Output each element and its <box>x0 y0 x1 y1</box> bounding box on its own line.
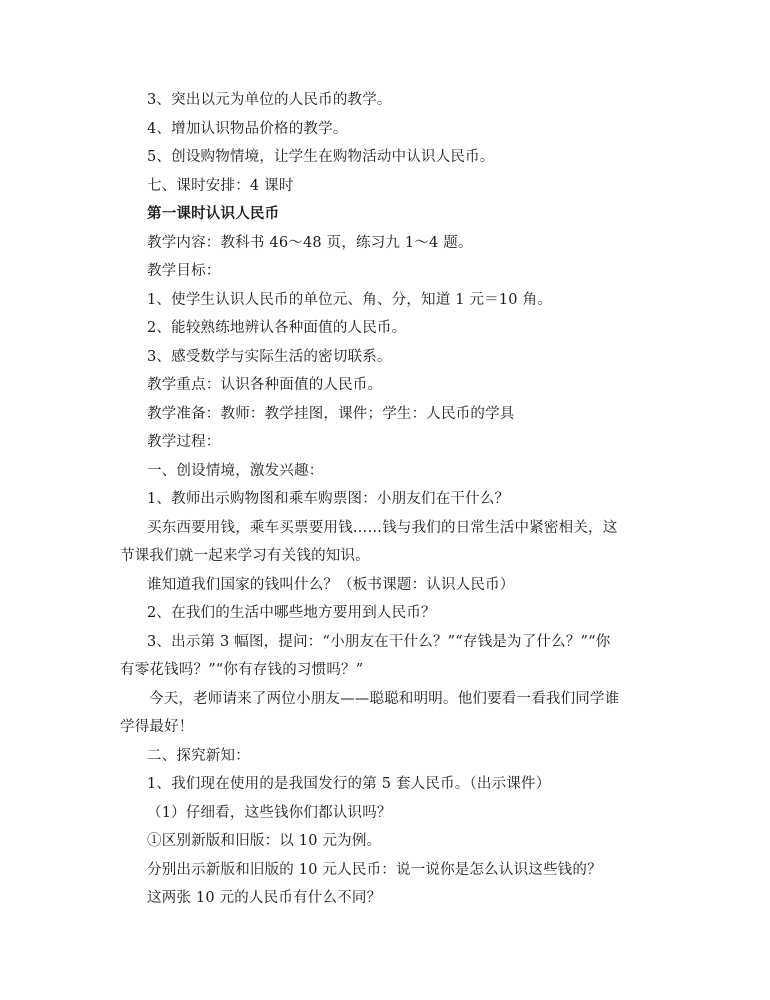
paragraph-line: 教学重点：认识各种面值的人民币。 <box>147 377 383 393</box>
paragraph-line: 教学过程： <box>147 434 221 450</box>
document-body <box>120 86 660 913</box>
paragraph-line: 4、增加认识物品价格的教学。 <box>147 120 348 137</box>
paragraph-line: 1、使学生认识人民币的单位元、角、分，知道 1 元＝10 角。 <box>147 291 552 308</box>
paragraph-line: 5、创设购物情境，让学生在购物活动中认识人民币。 <box>147 149 495 165</box>
paragraph-line: 今天，老师请来了两位小朋友——聪聪和明明。他们要看一看我们同学谁 <box>149 690 620 707</box>
paragraph-line: 这两张 10 元的人民币有什么不同？ <box>147 890 382 906</box>
paragraph-line: 2、能较熟练地辨认各种面值的人民币。 <box>147 320 407 336</box>
paragraph-line: 谁知道我们国家的钱叫什么？（板书课题：认识人民币） <box>147 576 515 593</box>
paragraph-line: 教学准备：教师：教学挂图，课件；学生：人民币的学具 <box>147 405 515 422</box>
paragraph-line: 教学内容：教科书 46～48 页，练习九 1～4 题。 <box>147 234 473 251</box>
section-heading: 二、探究新知： <box>147 747 250 764</box>
paragraph-line: 3、出示第 3 幅图，提问：“小朋友在干什么？”“存钱是为了什么？”“你 <box>147 633 611 650</box>
section-heading: 一、创设情境，激发兴趣： <box>147 462 324 479</box>
paragraph-line-continued: 节课我们就一起来学习有关钱的知识。 <box>120 548 370 564</box>
section-heading: 七、课时安排：4 课时 <box>147 177 294 194</box>
paragraph-line: 1、教师出示购物图和乘车购票图：小朋友们在干什么？ <box>147 491 510 507</box>
paragraph-line-continued: 有零花钱吗？”“你有存钱的习惯吗？” <box>120 662 364 678</box>
lesson-title: 第一课时认识人民币 <box>147 205 280 222</box>
paragraph-line: 1、我们现在使用的是我国发行的第 5 套人民币。（出示课件） <box>147 776 551 792</box>
paragraph-line: 3、感受数学与实际生活的密切联系。 <box>147 348 392 365</box>
paragraph-line: 分别出示新版和旧版的 10 元人民币：说一说你是怎么认识这些钱的？ <box>147 861 602 878</box>
paragraph-line: ①区别新版和旧版：以 10 元为例。 <box>147 833 382 849</box>
paragraph-line: 买东西要用钱，乘车买票要用钱……钱与我们的日常生活中紧密相关，这 <box>147 519 618 536</box>
paragraph-line: （1）仔细看，这些钱你们都认识吗？ <box>147 804 392 821</box>
paragraph-line: 教学目标： <box>147 263 221 279</box>
paragraph-line-continued: 学得最好！ <box>120 719 194 735</box>
paragraph-line: 3、突出以元为单位的人民币的教学。 <box>147 92 392 108</box>
paragraph-line: 2、在我们的生活中哪些地方要用到人民币？ <box>147 605 436 621</box>
